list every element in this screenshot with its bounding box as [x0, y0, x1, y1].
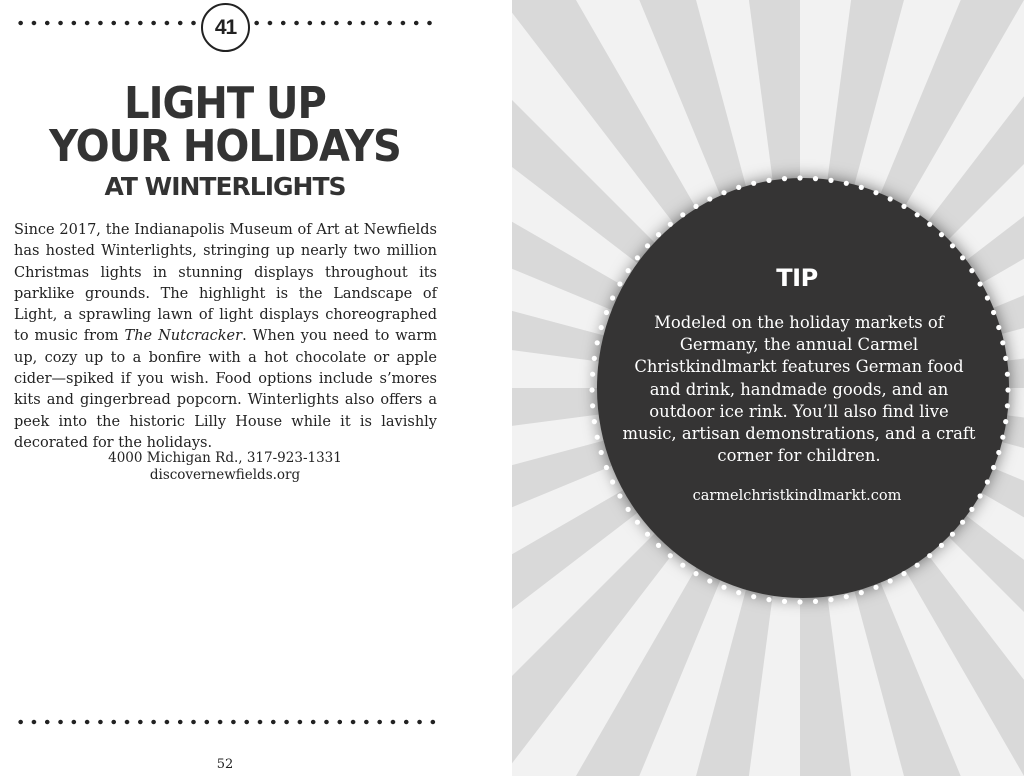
border-dot	[1000, 435, 1005, 440]
border-dot	[668, 222, 673, 227]
border-dot	[950, 243, 955, 248]
border-dot	[996, 450, 1001, 455]
border-dot	[617, 281, 622, 286]
entry-number-badge	[201, 3, 250, 52]
border-dot	[927, 553, 932, 558]
border-dot	[1005, 403, 1010, 408]
border-dot	[915, 563, 920, 568]
tip-website: carmelchristkindlmarkt.com	[692, 488, 902, 504]
border-dot	[751, 181, 756, 186]
border-dot	[901, 204, 906, 209]
border-dot	[645, 243, 650, 248]
border-dot	[782, 599, 787, 604]
border-dot	[668, 553, 673, 558]
border-dot	[782, 176, 787, 181]
border-dot	[599, 325, 604, 330]
title-line-3: AT WINTERLIGHTS	[104, 172, 346, 201]
bottom-dotted-rule	[14, 718, 438, 726]
border-dot	[707, 196, 712, 201]
border-dot	[604, 465, 609, 470]
border-dot	[985, 479, 990, 484]
border-dot	[680, 212, 685, 217]
top-dotted-rule-left	[14, 19, 198, 27]
border-dot	[680, 563, 685, 568]
border-dot	[635, 520, 640, 525]
body-text-part-2: . When you need to warm up, cozy up to a bonfire with a hot chocolate or apple cider—spiked if you wish. Food options include s’mores kits and gingerbread popcorn. Winterlights also offers a peek into the historic Lilly House while it is lavishly decorated for the holidays.	[14, 328, 438, 451]
border-dot	[813, 599, 818, 604]
border-dot	[828, 597, 833, 602]
border-dot	[960, 255, 965, 260]
border-dot	[635, 255, 640, 260]
border-dot	[915, 212, 920, 217]
border-dot	[604, 310, 609, 315]
border-dot	[888, 196, 893, 201]
border-dot	[610, 295, 615, 300]
border-dot	[721, 585, 726, 590]
tip-heading: TIP	[776, 264, 818, 292]
border-dot	[978, 493, 983, 498]
border-dot	[599, 450, 604, 455]
body-text-italic-title: The Nutcracker	[124, 328, 243, 345]
border-dot	[991, 465, 996, 470]
address-street-phone: 4000 Michigan Rd., 317-923-1331	[108, 450, 342, 466]
border-dot	[950, 532, 955, 537]
border-dot	[873, 190, 878, 195]
body-text-part-1: Since 2017, the Indianapolis Museum of Art at Newfields has hosted Winterlights, stringing up nearly two million Christmas lights in stunning displays throughout its parklike grounds. The highlight is the Landscape of Light, a sprawling lawn of light displays choreographed to music from	[14, 222, 437, 345]
border-dot	[991, 310, 996, 315]
page-number: 52	[216, 757, 234, 772]
border-dot	[996, 325, 1001, 330]
border-dot	[1003, 356, 1008, 361]
border-dot	[828, 178, 833, 183]
border-dot	[1005, 372, 1010, 377]
border-dot	[960, 520, 965, 525]
border-dot	[656, 232, 661, 237]
border-dot	[939, 543, 944, 548]
border-dot	[859, 185, 864, 190]
border-dot	[736, 590, 741, 595]
top-dotted-rule-right	[250, 19, 438, 27]
border-dot	[985, 295, 990, 300]
border-dot	[617, 493, 622, 498]
border-dot	[766, 597, 771, 602]
title-line-1: LIGHT UP	[124, 79, 326, 129]
border-dot	[859, 590, 864, 595]
border-dot	[873, 585, 878, 590]
border-dot	[590, 372, 595, 377]
border-dot	[797, 599, 802, 604]
border-dot	[693, 204, 698, 209]
border-dot	[939, 232, 944, 237]
entry-number: 41	[214, 15, 237, 39]
border-dot	[844, 181, 849, 186]
border-dot	[589, 387, 594, 392]
tip-text: Modeled on the holiday markets of Germany, the annual Carmel Christkindlmarkt features German food and drink, handmade goods, and an outdoor ice rink. You’ll also find live music, artisan demonstrations, and a craft corner for children.	[622, 313, 976, 466]
entry-body-text	[14, 220, 437, 454]
border-dot	[592, 419, 597, 424]
border-dot	[901, 571, 906, 576]
title-line-2: YOUR HOLIDAYS	[49, 122, 401, 172]
border-dot	[595, 435, 600, 440]
border-dot	[693, 571, 698, 576]
border-dot	[645, 532, 650, 537]
border-dot	[969, 268, 974, 273]
border-dot	[797, 175, 802, 180]
border-dot	[656, 543, 661, 548]
border-dot	[766, 178, 771, 183]
border-dot	[721, 190, 726, 195]
border-dot	[927, 222, 932, 227]
border-dot	[626, 507, 631, 512]
border-dot	[610, 479, 615, 484]
border-dot	[707, 578, 712, 583]
border-dot	[813, 176, 818, 181]
border-dot	[626, 268, 631, 273]
border-dot	[1000, 340, 1005, 345]
border-dot	[592, 356, 597, 361]
border-dot	[751, 594, 756, 599]
border-dot	[595, 340, 600, 345]
border-dot	[590, 403, 595, 408]
address-website: discovernewfields.org	[149, 467, 301, 483]
border-dot	[969, 507, 974, 512]
border-dot	[844, 594, 849, 599]
border-dot	[978, 281, 983, 286]
border-dot	[736, 185, 741, 190]
border-dot	[1003, 419, 1008, 424]
entry-address-block	[14, 450, 436, 484]
entry-title	[14, 79, 436, 201]
border-dot	[888, 578, 893, 583]
border-dot	[1005, 387, 1010, 392]
